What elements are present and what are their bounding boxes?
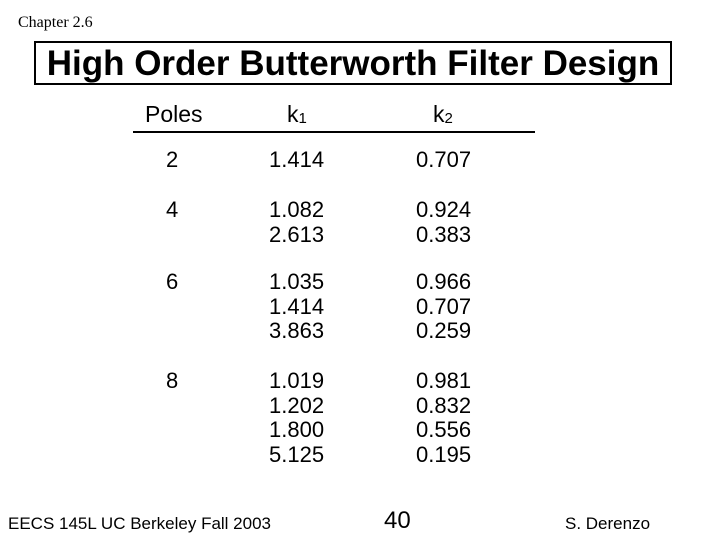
table-cell-poles: 2	[166, 147, 179, 172]
header-poles: Poles	[145, 101, 203, 127]
table-cell-poles: 8	[166, 368, 179, 393]
page-number: 40	[384, 507, 411, 534]
table-cell-k1: 1.035 1.414 3.863	[269, 269, 325, 343]
table-cell-k1: 1.082 2.613	[269, 197, 325, 247]
header-rule	[133, 131, 535, 133]
footer-author: S. Derenzo	[565, 514, 651, 533]
table-cell-k2: 0.924 0.383	[416, 197, 472, 247]
header-k2-base: k	[433, 101, 445, 127]
table-cell-k2: 0.707	[416, 147, 472, 172]
header-k1	[287, 101, 307, 128]
header-k1-subscript: 1	[298, 110, 307, 127]
table-cell-k1: 1.019 1.202 1.800 5.125	[269, 368, 325, 467]
slide-title: High Order Butterworth Filter Design	[46, 44, 660, 83]
table-cell-poles: 6	[166, 269, 179, 294]
chapter-label: Chapter 2.6	[18, 14, 93, 31]
title-box	[34, 41, 672, 85]
table-cell-k2: 0.966 0.707 0.259	[416, 269, 472, 343]
header-k2-subscript: 2	[444, 110, 453, 127]
table-cell-k2: 0.981 0.832 0.556 0.195	[416, 368, 472, 467]
table-cell-k1: 1.414	[269, 147, 325, 172]
footer-course: EECS 145L UC Berkeley Fall 2003	[8, 514, 272, 533]
table-cell-poles: 4	[166, 197, 179, 222]
header-k2	[433, 101, 453, 128]
header-k1-base: k	[287, 101, 299, 127]
